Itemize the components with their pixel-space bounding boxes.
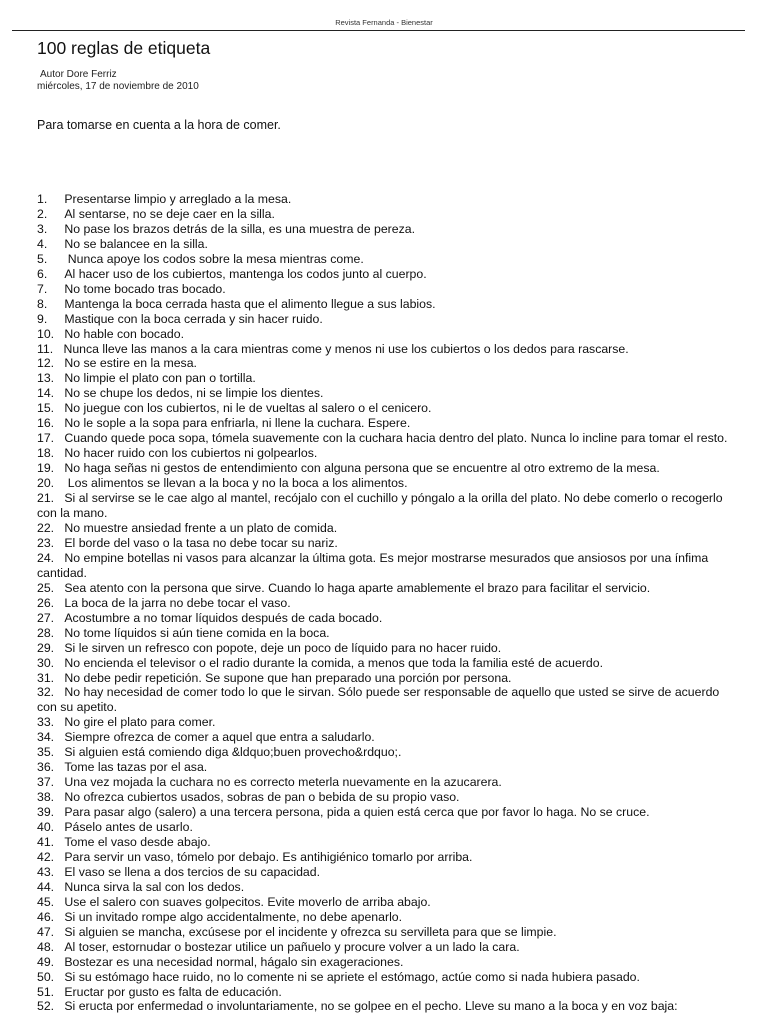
rule-number: 31. <box>37 670 55 685</box>
list-item <box>37 581 737 596</box>
list-item <box>37 237 737 252</box>
rule-text: Mantenga la boca cerrada hasta que el alimento llegue a sus labios. <box>64 296 436 311</box>
list-item <box>37 267 737 282</box>
rule-number: 24. <box>37 550 55 565</box>
list-item <box>37 297 737 312</box>
rule-number: 16. <box>37 416 55 431</box>
list-item <box>37 745 737 760</box>
list-item <box>37 790 737 805</box>
rule-number: 4. <box>37 236 48 251</box>
article-intro: Para tomarse en cuenta a la hora de comer. <box>37 118 281 132</box>
list-item <box>37 386 737 401</box>
rule-number: 9. <box>37 311 48 326</box>
rule-text: Tome el vaso desde abajo. <box>64 834 211 849</box>
rule-text: No encienda el televisor o el radio durante la comida, a menos que toda la familia esté de acuerdo. <box>64 655 604 670</box>
rule-number: 21. <box>37 491 55 506</box>
list-item <box>37 910 737 925</box>
rule-text: Para servir un vaso, tómelo por debajo. Es antihigiénico tomarlo por arriba. <box>64 849 473 864</box>
rule-number: 51. <box>37 984 55 999</box>
list-item <box>37 282 737 297</box>
rule-number: 35. <box>37 745 55 760</box>
rule-number: 17. <box>37 431 55 446</box>
article-author: Autor Dore Ferriz <box>40 69 117 80</box>
rule-text: Cuando quede poca sopa, tómela suavemente con la cuchara hacia dentro del plato. Nunca lo incline para tomar el resto. <box>64 431 728 446</box>
rule-text: Presentarse limpio y arreglado a la mesa. <box>64 192 292 206</box>
list-item <box>37 656 737 671</box>
running-header: Revista Fernanda - Bienestar <box>335 18 433 27</box>
rule-number: 41. <box>37 834 55 849</box>
rule-text: No haga señas ni gestos de entendimiento con alguna persona que se encuentre al otro extremo de la mesa. <box>64 461 660 476</box>
etiquette-rules-list <box>37 192 737 1014</box>
rule-text: Al toser, estornudar o bostezar utilice un pañuelo y procure volver a un lado la cara. <box>64 939 520 954</box>
list-item <box>37 730 737 745</box>
rule-text: Acostumbre a no tomar líquidos después de cada bocado. <box>64 610 383 625</box>
rule-text: No tome bocado tras bocado. <box>64 281 226 296</box>
rule-number: 50. <box>37 969 55 984</box>
list-item <box>37 715 737 730</box>
list-item <box>37 476 737 491</box>
list-item <box>37 865 737 880</box>
list-item <box>37 491 737 521</box>
rule-number: 47. <box>37 924 55 939</box>
article-date: miércoles, 17 de noviembre de 2010 <box>37 81 199 92</box>
rule-text: Al hacer uso de los cubiertos, mantenga los codos junto al cuerpo. <box>64 266 427 281</box>
list-item <box>37 626 737 641</box>
list-item <box>37 895 737 910</box>
list-item <box>37 371 737 386</box>
rule-text: No tome líquidos si aún tiene comida en la boca. <box>64 625 330 640</box>
rule-text: No hacer ruido con los cubiertos ni golpearlos. <box>64 446 318 461</box>
rule-text: Los alimentos se llevan a la boca y no la boca a los alimentos. <box>64 476 408 491</box>
rule-number: 40. <box>37 820 55 835</box>
rule-number: 39. <box>37 805 55 820</box>
rule-number: 11. <box>37 341 54 356</box>
rule-text: Tome las tazas por el asa. <box>64 760 208 775</box>
rule-number: 27. <box>37 610 55 625</box>
list-item <box>37 596 737 611</box>
rule-text: No se estire en la mesa. <box>64 356 197 371</box>
rule-text: Si su estómago hace ruido, no lo comente ni se apriete el estómago, actúe como si nada hubiera pasado. <box>64 969 640 984</box>
list-item <box>37 671 737 686</box>
rule-text: No muestre ansiedad frente a un plato de comida. <box>64 520 338 535</box>
rule-number: 14. <box>37 386 55 401</box>
rule-text: No pase los brazos detrás de la silla, es una muestra de pereza. <box>64 221 416 236</box>
list-item <box>37 611 737 626</box>
rule-number: 13. <box>37 371 55 386</box>
rule-number: 12. <box>37 356 55 371</box>
list-item <box>37 461 737 476</box>
rule-text: No gire el plato para comer. <box>64 715 216 730</box>
list-item <box>37 760 737 775</box>
rule-number: 8. <box>37 296 48 311</box>
rule-text: El borde del vaso o la tasa no debe tocar su nariz. <box>64 535 338 550</box>
rule-number: 19. <box>37 461 55 476</box>
rule-text: Si le sirven un refresco con popote, deje un poco de líquido para no hacer ruido. <box>64 640 502 655</box>
list-item <box>37 536 737 551</box>
rule-text: Siempre ofrezca de comer a aquel que entra a saludarlo. <box>64 730 375 745</box>
rule-text: Una vez mojada la cuchara no es correcto meterla nuevamente en la azucarera. <box>64 775 502 790</box>
rule-number: 33. <box>37 715 55 730</box>
list-item <box>37 835 737 850</box>
rule-number: 36. <box>37 760 55 775</box>
rule-text: Páselo antes de usarlo. <box>64 820 193 835</box>
rule-text: Eructar por gusto es falta de educación. <box>64 984 282 999</box>
list-item <box>37 685 737 715</box>
rule-number: 15. <box>37 401 55 416</box>
rule-text: No le sople a la sopa para enfriarla, ni llene la cuchara. Espere. <box>64 416 411 431</box>
rule-text: Si un invitado rompe algo accidentalmente, no debe apenarlo. <box>64 909 403 924</box>
rule-text: Nunca sirva la sal con los dedos. <box>64 879 245 894</box>
list-item <box>37 222 737 237</box>
article-title: 100 reglas de etiqueta <box>37 38 211 58</box>
rule-number: 34. <box>37 730 55 745</box>
rule-number: 26. <box>37 595 55 610</box>
list-item <box>37 521 737 536</box>
rule-number: 46. <box>37 909 55 924</box>
list-item <box>37 356 737 371</box>
list-item <box>37 985 737 1000</box>
rule-number: 49. <box>37 954 55 969</box>
rule-number: 6. <box>37 266 48 281</box>
rule-number: 22. <box>37 520 55 535</box>
list-item <box>37 342 737 357</box>
rule-text: Bostezar es una necesidad normal, hágalo sin exageraciones. <box>64 954 404 969</box>
rule-number: 45. <box>37 894 55 909</box>
list-item <box>37 955 737 970</box>
rule-number: 10. <box>37 326 55 341</box>
list-item <box>37 431 737 446</box>
rule-text: Sea atento con la persona que sirve. Cuando lo haga aparte amablemente el brazo para facilitar el servicio. <box>64 580 651 595</box>
rule-text: No ofrezca cubiertos usados, sobras de pan o bebida de su propio vaso. <box>64 790 460 805</box>
list-item <box>37 207 737 222</box>
rule-number: 43. <box>37 864 55 879</box>
rule-text: El vaso se llena a dos tercios de su capacidad. <box>64 864 321 879</box>
list-item <box>37 327 737 342</box>
list-item <box>37 252 737 267</box>
rule-text: Nunca apoye los codos sobre la mesa mientras come. <box>64 251 364 266</box>
rule-number: 5. <box>37 251 48 266</box>
rule-number: 30. <box>37 655 55 670</box>
list-item <box>37 641 737 656</box>
rule-number: 32. <box>37 685 55 700</box>
rule-text: No se balancee en la silla. <box>64 236 208 251</box>
rule-text: No hay necesidad de comer todo lo que le sirvan. Sólo puede ser responsable de aquello que usted se sirve de acuerdo con su apetito. <box>37 685 720 715</box>
rule-text: No empine botellas ni vasos para alcanzar la última gota. Es mejor mostrarse mesurados que ansiosos por una ínfima cantidad. <box>37 550 709 580</box>
rule-number: 23. <box>37 535 55 550</box>
rule-number: 38. <box>37 790 55 805</box>
rule-number: 28. <box>37 625 55 640</box>
rule-text: Use el salero con suaves golpecitos. Evite moverlo de arriba abajo. <box>64 894 431 909</box>
rule-text: Al sentarse, no se deje caer en la silla. <box>64 206 275 221</box>
rule-text: No se chupe los dedos, ni se limpie los dientes. <box>64 386 324 401</box>
rule-number: 37. <box>37 775 55 790</box>
rule-number: 1. <box>37 192 48 206</box>
rule-number: 29. <box>37 640 55 655</box>
rule-text: No juegue con los cubiertos, ni le de vueltas al salero o el cenicero. <box>64 401 432 416</box>
rule-text: No limpie el plato con pan o tortilla. <box>64 371 256 386</box>
list-item <box>37 940 737 955</box>
rule-text: La boca de la jarra no debe tocar el vaso. <box>64 595 291 610</box>
list-item <box>37 775 737 790</box>
rule-number: 18. <box>37 446 55 461</box>
list-item <box>37 446 737 461</box>
list-item <box>37 970 737 985</box>
rule-text: No debe pedir repetición. Se supone que han preparado una porción por persona. <box>64 670 512 685</box>
list-item <box>37 416 737 431</box>
rule-text: Mastique con la boca cerrada y sin hacer ruido. <box>64 311 323 326</box>
list-item <box>37 805 737 820</box>
list-item <box>37 551 737 581</box>
rule-number: 25. <box>37 580 55 595</box>
list-item <box>37 925 737 940</box>
list-item <box>37 401 737 416</box>
rule-text: Nunca lleve las manos a la cara mientras come y menos ni use los cubiertos o los dedos para rascarse. <box>63 341 629 356</box>
list-item <box>37 312 737 327</box>
rule-text: Si al servirse se le cae algo al mantel, recójalo con el cuchillo y póngalo a la orilla del plato. No debe comerlo o recogerlo con la mano. <box>37 491 723 521</box>
rule-text: Si eructa por enfermedad o involuntariamente, no se golpee en el pecho. Lleve su mano a la boca y en voz baja: <box>64 999 678 1014</box>
rule-text: Para pasar algo (salero) a una tercera persona, pida a quien está cerca que por favor lo haga. No se cruce. <box>64 805 650 820</box>
rule-number: 44. <box>37 879 55 894</box>
list-item <box>37 820 737 835</box>
list-item <box>37 880 737 895</box>
rule-number: 20. <box>37 476 55 491</box>
list-item <box>37 192 737 207</box>
rule-text: Si alguien se mancha, excúsese por el incidente y ofrezca su servilleta para que se limpie. <box>64 924 557 939</box>
rule-number: 48. <box>37 939 55 954</box>
rule-number: 2. <box>37 206 48 221</box>
list-item <box>37 999 737 1014</box>
rule-number: 3. <box>37 221 48 236</box>
rule-number: 7. <box>37 281 48 296</box>
list-item <box>37 850 737 865</box>
rule-number: 52. <box>37 999 55 1014</box>
header-divider <box>12 30 745 31</box>
rule-text: No hable con bocado. <box>64 326 185 341</box>
rule-text: Si alguien está comiendo diga &ldquo;buen provecho&rdquo;. <box>64 745 402 760</box>
rule-number: 42. <box>37 849 55 864</box>
